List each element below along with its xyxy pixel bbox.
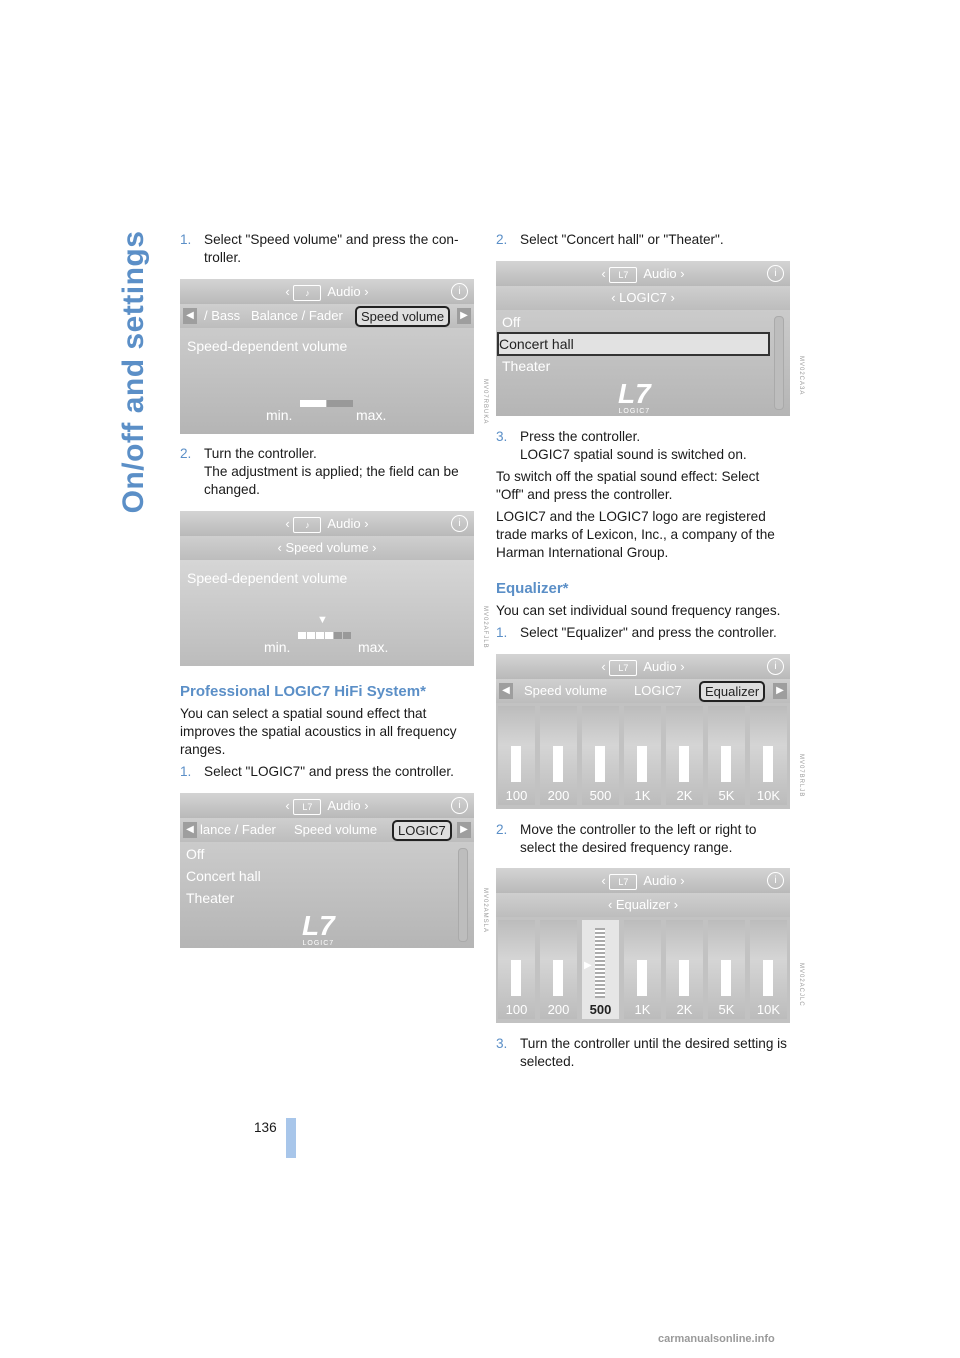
screen-speed-volume-tabs (180, 279, 488, 434)
page-marker-bar (286, 1118, 296, 1158)
option-concert-hall: Concert hall (186, 868, 261, 884)
step-number: 3. (496, 429, 508, 444)
audio-icon: ♪ (293, 285, 321, 301)
image-code: MV02AMSLA (482, 888, 488, 934)
speed-dependent-label: Speed-dependent volume (187, 338, 348, 354)
step-press-controller (496, 428, 790, 464)
tab-balance-fader: Balance / Fader (251, 308, 343, 323)
meter-min-label: min. (266, 407, 293, 423)
meter-min-label: min. (264, 639, 291, 655)
screen-equalizer-band-select (496, 868, 804, 1023)
screen-tabbar (180, 818, 474, 842)
volume-meter (300, 394, 354, 410)
step-number: 2. (496, 232, 508, 247)
tab-logic7-selected: LOGIC7 (392, 820, 452, 841)
audio-icon: ♪ (293, 517, 321, 533)
step-select-logic7 (180, 763, 474, 781)
step-text: Move the controller to the left or right to select the desired frequency range. (520, 822, 757, 855)
page-number: 136 (254, 1120, 277, 1135)
eq-band: 2K (666, 920, 703, 1019)
screen-equalizer-tabs (496, 654, 804, 809)
option-off: Off (186, 846, 205, 862)
option-theater: Theater (502, 358, 551, 374)
info-icon: i (451, 797, 468, 814)
scrollbar (458, 848, 468, 942)
step-text: Turn the controller. (204, 446, 317, 461)
info-icon: i (451, 515, 468, 532)
screen-subbar: ‹ Speed volume › (180, 536, 474, 560)
equalizer-bands (496, 917, 790, 1023)
arrow-right-icon: ▶ (457, 308, 471, 324)
tab-logic7: LOGIC7 (634, 683, 682, 698)
eq-band: 10K (750, 920, 787, 1019)
eq-band: 1K (624, 706, 661, 805)
screen-topbar: ‹ L7 Audio › i (496, 868, 790, 893)
step-select-equalizer (496, 624, 790, 642)
info-icon: i (767, 265, 784, 282)
heading-equalizer: Equalizer* (496, 580, 569, 597)
eq-band: 500 (582, 706, 619, 805)
step-text: Select "Speed volume" and press the con-troller. (204, 232, 459, 265)
logic7-logo-icon: L7 (609, 267, 637, 283)
step-text: Press the controller. (520, 429, 641, 444)
image-code: MV02ACJLC (798, 963, 804, 1007)
info-icon: i (451, 283, 468, 300)
scrollbar (774, 316, 784, 410)
volume-meter (298, 626, 352, 642)
equalizer-bands (496, 703, 790, 809)
tab-speed-volume-selected: Speed volume (355, 306, 450, 327)
step-text: Select "Concert hall" or "Theater". (520, 232, 724, 247)
speed-dependent-label: Speed-dependent volume (187, 570, 348, 586)
eq-band: 100 (498, 706, 535, 805)
eq-band: 100 (498, 920, 535, 1019)
image-code: MV02CA3A (798, 356, 804, 396)
step-text: Select "Equalizer" and press the controller. (520, 625, 777, 640)
option-concert-hall-selected: Concert hall (497, 332, 770, 356)
meter-max-label: max. (356, 407, 387, 423)
switch-off-note: To switch off the spatial sound effect: Select "Off" and press the controller. (496, 469, 760, 502)
screen-logic7-tabs (180, 793, 488, 948)
screen-topbar: ‹ L7 Audio › i (496, 654, 790, 679)
arrow-left-icon: ◀ (499, 683, 513, 699)
screen-subbar: ‹ LOGIC7 › (496, 286, 790, 310)
meter-max-label: max. (358, 639, 389, 655)
screen-topbar: ‹ L7 Audio › i (496, 261, 790, 286)
info-icon: i (767, 872, 784, 889)
image-code: MV07BRLJB (798, 754, 804, 798)
tab-speed-volume: Speed volume (524, 683, 608, 698)
screen-topbar: ‹ ♪ Audio › i (180, 511, 474, 536)
tab-equalizer-selected: Equalizer (699, 681, 765, 702)
step-number: 2. (180, 446, 192, 461)
arrow-right-icon: ▶ (457, 822, 471, 838)
step-number: 1. (496, 625, 508, 640)
eq-band: 5K (708, 706, 745, 805)
eq-band: 5K (708, 920, 745, 1019)
step-move-controller (496, 821, 790, 857)
logic7-logo-icon: L7 (609, 874, 637, 890)
step-text: Select "LOGIC7" and press the controller. (204, 764, 454, 779)
info-icon: i (767, 658, 784, 675)
screen-body (180, 842, 474, 948)
logic7-logo: L7 LOGIC7 (618, 378, 651, 415)
screen-logic7-options (496, 261, 804, 416)
step-select-speed-volume (180, 231, 474, 267)
logic7-intro: You can select a spatial sound effect that improves the spatial acoustics in all frequency ranges. (180, 706, 457, 757)
screen-body (180, 328, 474, 434)
tab-speed-volume: Speed volume (294, 822, 378, 837)
step-turn-controller (180, 445, 474, 499)
trademark-note: LOGIC7 and the LOGIC7 logo are registered trade marks of Lexicon, Inc., a company of the Harman International Group. (496, 509, 775, 560)
eq-band: 2K (666, 706, 703, 805)
screen-speed-volume-adjust (180, 511, 488, 666)
step-detail: The adjustment is applied; the field can be changed. (204, 464, 459, 497)
eq-band: 200 (540, 706, 577, 805)
step-turn-controller-setting (496, 1035, 790, 1071)
screen-topbar: ‹ ♪ Audio › i (180, 279, 474, 304)
screen-topbar: ‹ L7 Audio › i (180, 793, 474, 818)
arrow-right-icon: ▶ (773, 683, 787, 699)
image-code: MV07RBUKA (482, 379, 488, 425)
step-number: 1. (180, 764, 192, 779)
tab-balance-fader: lance / Fader (200, 822, 276, 837)
screen-body (496, 310, 790, 416)
screen-subbar: ‹ Equalizer › (496, 893, 790, 917)
step-number: 3. (496, 1036, 508, 1051)
eq-band: 10K (750, 706, 787, 805)
footer-url[interactable]: carmanualsonline.info (658, 1333, 775, 1345)
arrow-left-icon: ◀ (183, 822, 197, 838)
step-text: Turn the controller until the desired setting is selected. (520, 1036, 787, 1069)
pointer-down-icon: ▼ (317, 614, 328, 626)
logic7-logo: L7 LOGIC7 (302, 910, 335, 947)
arrow-left-icon: ◀ (183, 308, 197, 324)
screen-tabbar (496, 679, 790, 703)
step-detail: LOGIC7 spatial sound is switched on. (520, 447, 747, 462)
option-theater: Theater (186, 890, 235, 906)
screen-tabbar (180, 304, 474, 328)
equalizer-intro: You can set individual sound frequency ranges. (496, 603, 781, 618)
side-section-title: On/off and settings (117, 230, 150, 514)
eq-band: 1K (624, 920, 661, 1019)
eq-band: 200 (540, 920, 577, 1019)
step-number: 1. (180, 232, 192, 247)
screen-body (180, 560, 474, 666)
tab-bass: / Bass (204, 308, 241, 323)
option-off: Off (502, 314, 521, 330)
logic7-logo-icon: L7 (609, 660, 637, 676)
heading-logic7: Professional LOGIC7 HiFi System* (180, 683, 426, 700)
step-number: 2. (496, 822, 508, 837)
logic7-logo-icon: L7 (293, 799, 321, 815)
image-code: MV02AFJLB (482, 606, 488, 649)
eq-band-active: ▶ 500 (582, 920, 619, 1019)
step-select-concert-theater (496, 231, 790, 249)
